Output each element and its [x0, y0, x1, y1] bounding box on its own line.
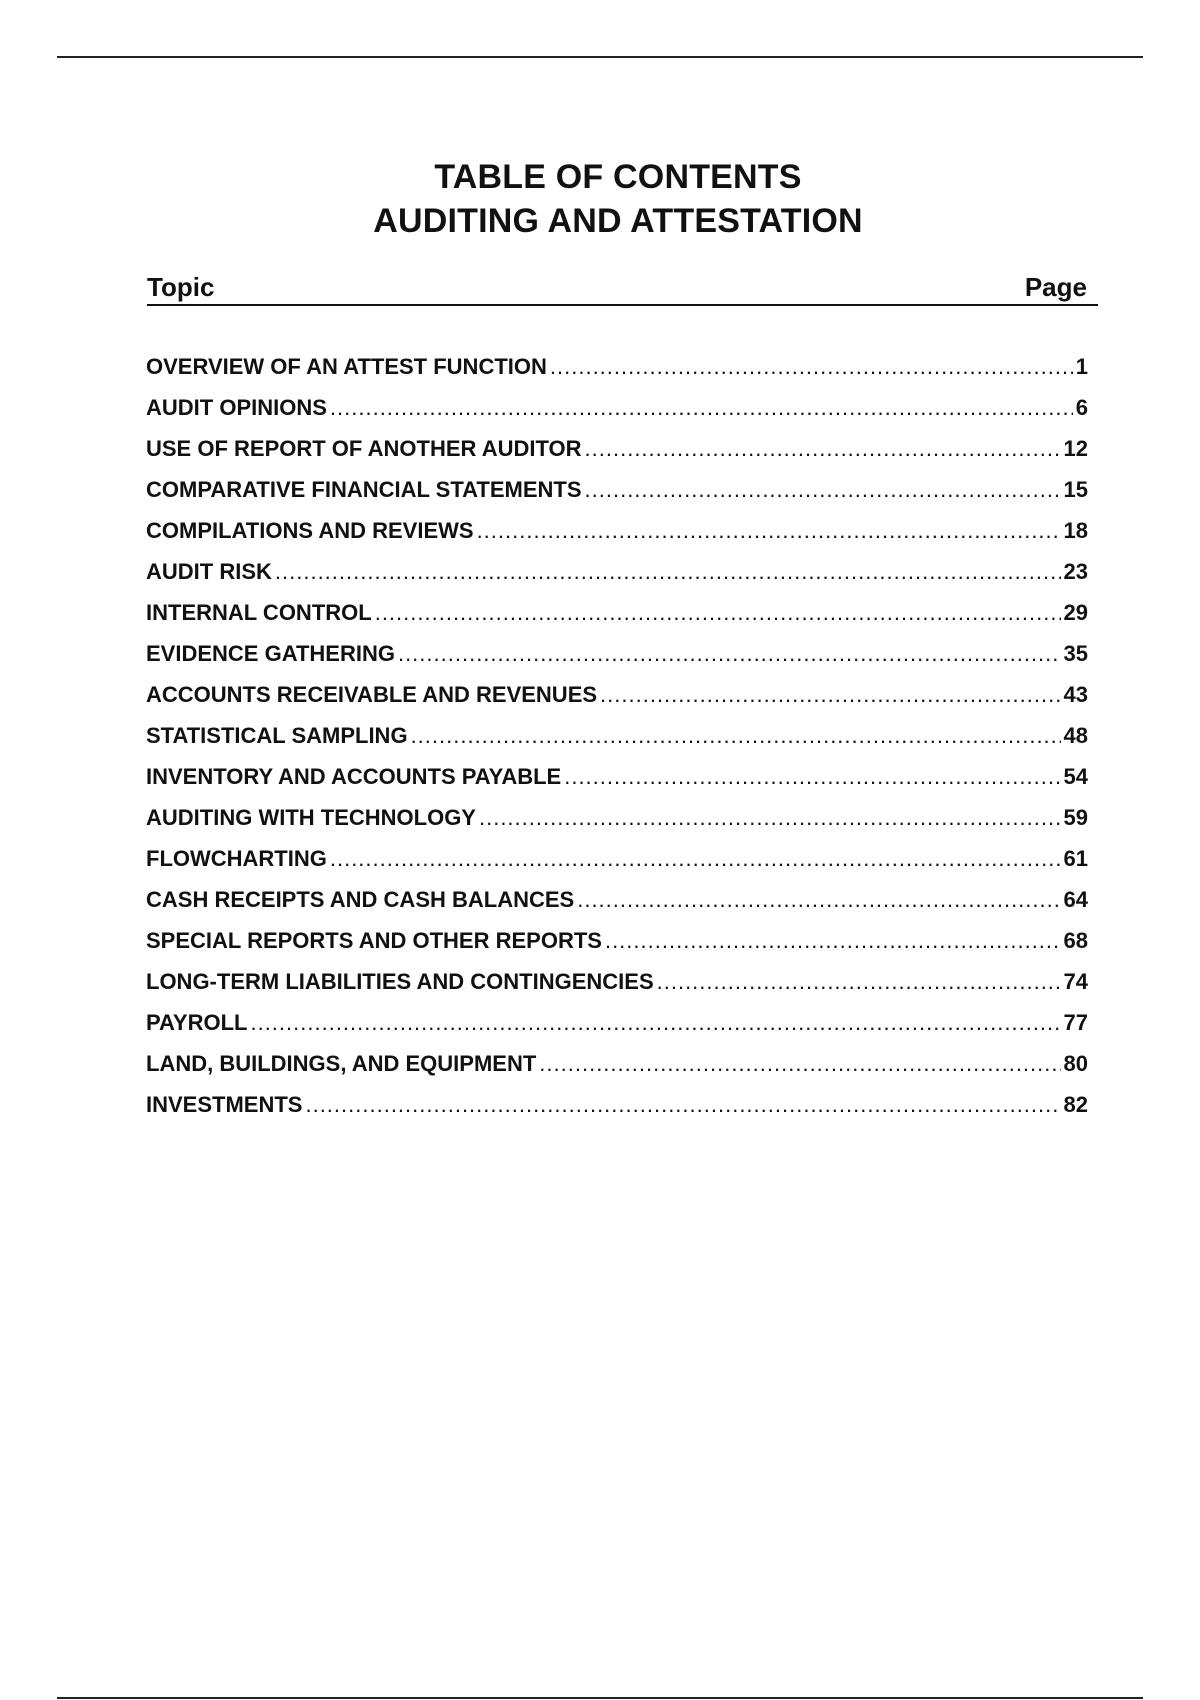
toc-entry-page: 64	[1063, 887, 1088, 912]
dot-leader	[275, 559, 1061, 585]
toc-entry[interactable]	[146, 518, 1088, 559]
toc-entry[interactable]	[146, 436, 1088, 477]
dot-leader	[550, 354, 1073, 380]
toc-entry[interactable]	[146, 1010, 1088, 1051]
dot-leader	[539, 1051, 1060, 1077]
dot-leader	[585, 436, 1061, 462]
toc-entry[interactable]	[146, 887, 1088, 928]
page-title	[0, 155, 1200, 243]
toc-entry-page: 82	[1063, 1092, 1088, 1117]
toc-entry-title: PAYROLL	[146, 1010, 248, 1035]
toc-entry[interactable]	[146, 805, 1088, 846]
column-header	[147, 268, 1098, 306]
dot-leader	[411, 723, 1061, 749]
toc-entry-title: COMPILATIONS AND REVIEWS	[146, 518, 474, 543]
toc-entry-page: 80	[1063, 1051, 1088, 1076]
toc-entry-title: LAND, BUILDINGS, AND EQUIPMENT	[146, 1051, 537, 1076]
toc-entry-title: AUDIT RISK	[146, 559, 272, 584]
toc-entry[interactable]	[146, 969, 1088, 1010]
toc-entry[interactable]	[146, 928, 1088, 969]
toc-entry[interactable]	[146, 682, 1088, 723]
toc-entry-title: STATISTICAL SAMPLING	[146, 723, 408, 748]
toc-entry-title: CASH RECEIPTS AND CASH BALANCES	[146, 887, 575, 912]
dot-leader	[600, 682, 1060, 708]
toc-entry-page: 15	[1063, 477, 1088, 502]
dot-leader	[577, 887, 1060, 913]
toc-entry-page: 18	[1063, 518, 1088, 543]
toc-entry-title: EVIDENCE GATHERING	[146, 641, 395, 666]
toc-list	[146, 354, 1088, 1133]
toc-entry-page: 35	[1063, 641, 1088, 666]
toc-entry[interactable]	[146, 1092, 1088, 1133]
toc-entry-title: USE OF REPORT OF ANOTHER AUDITOR	[146, 436, 582, 461]
title-line-1: TABLE OF CONTENTS	[434, 158, 802, 196]
toc-entry[interactable]	[146, 395, 1088, 436]
dot-leader	[330, 395, 1073, 421]
page-column-label: Page	[1024, 272, 1087, 302]
dot-leader	[585, 477, 1061, 503]
toc-entry-title: INVESTMENTS	[146, 1092, 303, 1117]
toc-entry-page: 1	[1075, 354, 1088, 379]
toc-entry[interactable]	[146, 764, 1088, 805]
toc-entry-page: 61	[1063, 846, 1088, 871]
toc-entry-title: FLOWCHARTING	[146, 846, 327, 871]
toc-entry-title: ACCOUNTS RECEIVABLE AND REVENUES	[146, 682, 598, 707]
dot-leader	[657, 969, 1061, 995]
toc-entry-title: OVERVIEW OF AN ATTEST FUNCTION	[146, 354, 547, 379]
toc-entry[interactable]	[146, 477, 1088, 518]
bottom-rule	[57, 1697, 1143, 1699]
dot-leader	[479, 805, 1061, 831]
title-line-2: AUDITING AND ATTESTATION	[373, 202, 863, 240]
toc-entry[interactable]	[146, 559, 1088, 600]
toc-entry-title: INVENTORY AND ACCOUNTS PAYABLE	[146, 764, 562, 789]
dot-leader	[398, 641, 1061, 667]
toc-entry-page: 48	[1063, 723, 1088, 748]
toc-entry[interactable]	[146, 846, 1088, 887]
toc-entry-page: 74	[1063, 969, 1088, 994]
topic-column-label: Topic	[147, 272, 215, 302]
dot-leader	[305, 1092, 1060, 1118]
dot-leader	[477, 518, 1061, 544]
toc-entry-page: 68	[1063, 928, 1088, 953]
toc-entry-title: INTERNAL CONTROL	[146, 600, 372, 625]
toc-entry-title: SPECIAL REPORTS AND OTHER REPORTS	[146, 928, 602, 953]
dot-leader	[564, 764, 1060, 790]
toc-entry-page: 43	[1063, 682, 1088, 707]
toc-entry[interactable]	[146, 723, 1088, 764]
toc-entry-page: 29	[1063, 600, 1088, 625]
dot-leader	[605, 928, 1061, 954]
toc-entry[interactable]	[146, 641, 1088, 682]
toc-entry-page: 6	[1075, 395, 1088, 420]
top-rule	[57, 56, 1143, 58]
toc-entry-title: AUDIT OPINIONS	[146, 395, 327, 420]
toc-entry-title: AUDITING WITH TECHNOLOGY	[146, 805, 476, 830]
dot-leader	[330, 846, 1061, 872]
toc-entry[interactable]	[146, 600, 1088, 641]
toc-entry-page: 59	[1063, 805, 1088, 830]
toc-entry-page: 23	[1063, 559, 1088, 584]
toc-entry-page: 12	[1063, 436, 1088, 461]
toc-entry-title: LONG-TERM LIABILITIES AND CONTINGENCIES	[146, 969, 654, 994]
dot-leader	[250, 1010, 1060, 1036]
dot-leader	[375, 600, 1061, 626]
toc-entry-title: COMPARATIVE FINANCIAL STATEMENTS	[146, 477, 582, 502]
toc-entry[interactable]	[146, 354, 1088, 395]
toc-entry-page: 54	[1063, 764, 1088, 789]
toc-entry-page: 77	[1063, 1010, 1088, 1035]
toc-entry[interactable]	[146, 1051, 1088, 1092]
